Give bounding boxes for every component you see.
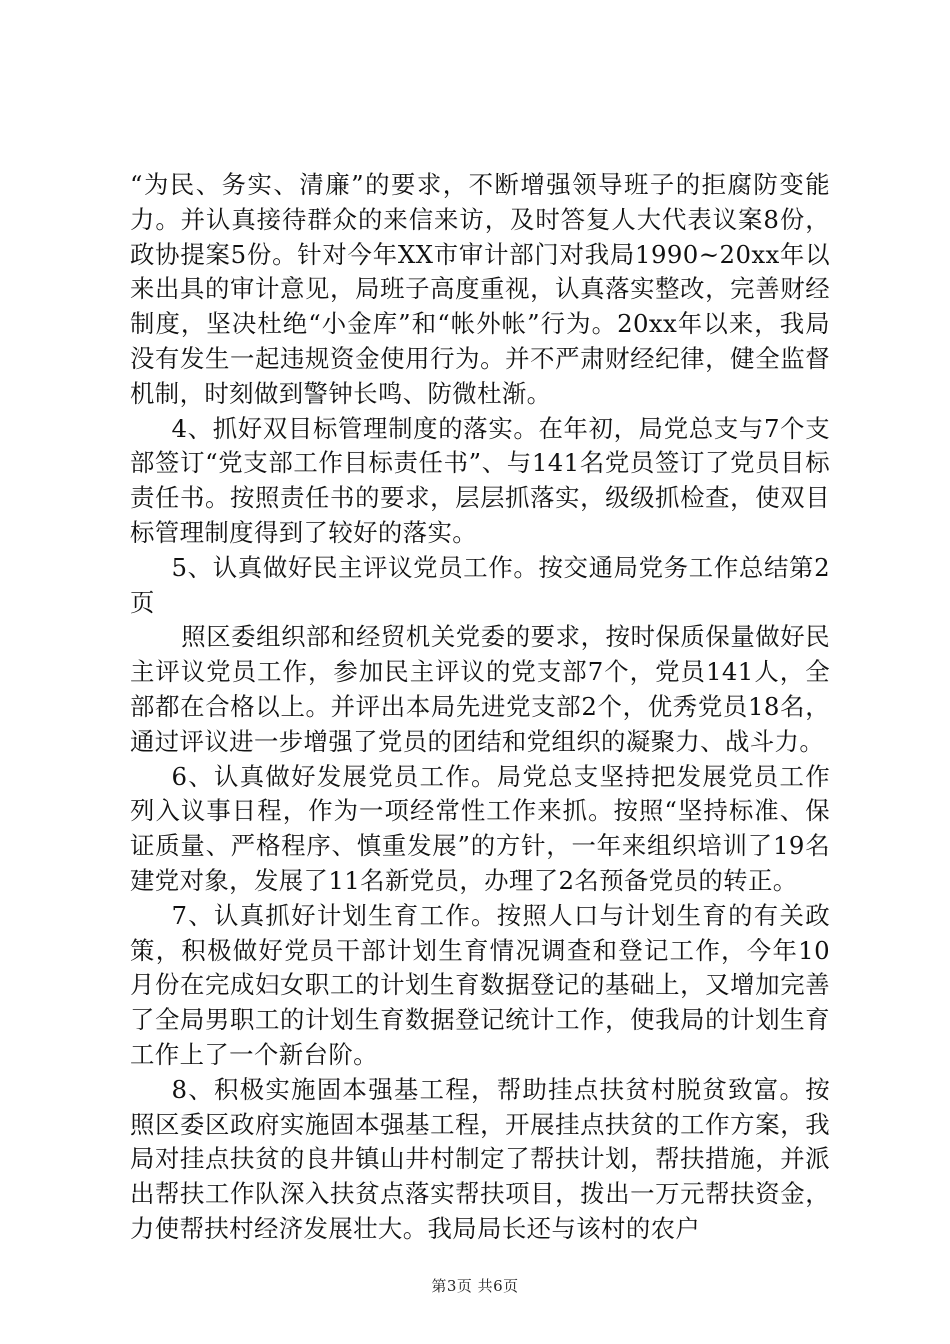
paragraph-continuation: “为民、务实、清廉”的要求，不断增强领导班子的拒腐防变能力。并认真接待群众的来信来访，及时答复人大代表议案8份，政协提案5份。针对今年XX市审计部门对我局1990~20xx年以来出具的审计意见，局班子高度重视，认真落实整改，完善财经制度，坚决杜绝“小金库”和“帐外帐”行为。20xx年以来，我局没有发生一起违规资金使用行为。并不严肃财经纪律，健全监督机制，时刻做到警钟长鸣、防微杜渐。 — [130, 170, 830, 408]
document-body — [130, 168, 830, 1247]
page-footer — [0, 1275, 950, 1296]
paragraph-item-8: 8、积极实施固本强基工程，帮助挂点扶贫村脱贫致富。按照区委区政府实施固本强基工程，开展挂点扶贫的工作方案，我局对挂点扶贫的良井镇山井村制定了帮扶计划，帮扶措施，并派出帮扶工作队深入扶贫点落实帮扶项目，拨出一万元帮扶资金，力使帮扶村经济发展壮大。我局局长还与该村的农户 — [130, 1074, 830, 1243]
paragraph-item-5-continued: 照区委组织部和经贸机关党委的要求，按时保质保量做好民主评议党员工作，参加民主评议的党支部7个，党员141人，全部都在合格以上。并评出本局先进党支部2个，优秀党员18名，通过评议进一步增强了党员的团结和党组织的凝聚力、战斗力。 — [130, 622, 830, 756]
paragraph-item-7: 7、认真抓好计划生育工作。按照人口与计划生育的有关政策，积极做好党员干部计划生育情况调查和登记工作，今年10月份在完成妇女职工的计划生育数据登记的基础上，又增加完善了全局男职工的计划生育数据登记统计工作，使我局的计划生育工作上了一个新台阶。 — [130, 900, 830, 1069]
paragraph-item-5: 5、认真做好民主评议党员工作。按交通局党务工作总结第2页 — [130, 552, 830, 617]
paragraph-item-6: 6、认真做好发展党员工作。局党总支坚持把发展党员工作列入议事日程，作为一项经常性工作来抓。按照“坚持标准、保证质量、严格程序、慎重发展”的方针，一年来组织培训了19名建党对象，发展了11名新党员，办理了2名预备党员的转正。 — [130, 761, 830, 895]
paragraph-item-4: 4、抓好双目标管理制度的落实。在年初，局党总支与7个支部签订“党支部工作目标责任书”、与141名党员签订了党员目标责任书。按照责任书的要求，层层抓落实，级级抓检查，使双目标管理制度得到了较好的落实。 — [130, 413, 830, 547]
page-number: 第3页 共6页 — [431, 1277, 519, 1295]
